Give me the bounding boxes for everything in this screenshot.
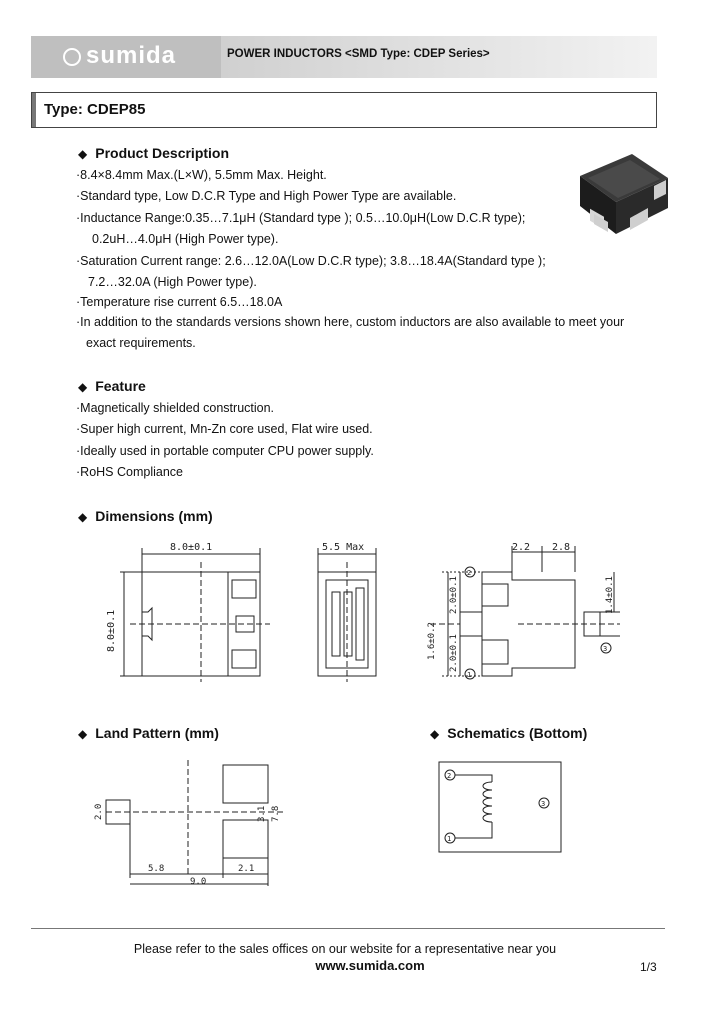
dim-2-8: 2.8: [552, 542, 571, 553]
diamond-bullet-icon: ◆: [78, 147, 88, 161]
dimensions-heading: ◆ Dimensions (mm): [78, 508, 213, 524]
sumida-logo-icon: [63, 48, 81, 66]
page-number: 1/3: [640, 960, 657, 974]
land-pattern-heading: ◆ Land Pattern (mm): [78, 725, 219, 741]
dim-1-4: 1.4±0.1: [605, 576, 615, 614]
schematic-drawing: [438, 760, 564, 854]
top-view: [106, 542, 270, 682]
header-title: POWER INDUCTORS <SMD Type: CDEP Series>: [227, 48, 490, 60]
top-side-label: 8.0±0.1: [106, 609, 117, 652]
bottom-view: [427, 542, 620, 679]
desc-line-2: ·Standard type, Low D.C.R Type and High Power Type are available.: [76, 189, 457, 203]
schematic-pin-2: 2: [447, 772, 452, 780]
page-header: [31, 36, 657, 78]
pin-2-label: 2: [467, 569, 472, 577]
feature-line-4: ·RoHS Compliance: [76, 465, 183, 479]
type-label: Type: CDEP85: [44, 101, 146, 118]
height-max-label: 5.5 Max: [322, 542, 365, 553]
top-width-label: 8.0±0.1: [170, 542, 213, 553]
land-pattern-drawing: [90, 760, 290, 890]
product-description-heading: ◆ Product Description: [78, 145, 230, 161]
footer-note: Please refer to the sales offices on our website for a representative near you: [133, 942, 557, 956]
desc-line-1: ·8.4×8.4mm Max.(L×W), 5.5mm Max. Height.: [76, 168, 327, 182]
feature-line-3: ·Ideally used in portable computer CPU power supply.: [76, 444, 374, 458]
type-box: [31, 92, 657, 128]
desc-line-8: ·In addition to the standards versions shown here, custom inductors are also available to meet your: [76, 315, 625, 329]
schematic-pin-1: 1: [447, 835, 452, 843]
dimensions-drawing: [100, 532, 640, 692]
schematics-heading: ◆ Schematics (Bottom): [430, 725, 588, 741]
land-dim-2-0: 2.0: [94, 803, 104, 820]
diamond-bullet-icon: ◆: [78, 380, 88, 394]
dim-1-6: 1.6±0.2: [427, 622, 437, 660]
dim-2-0-a: 2.0±0.1: [449, 576, 459, 614]
product-photo: [568, 148, 678, 240]
type-box-accent: [32, 93, 36, 127]
dim-2-0-b: 2.0±0.1: [449, 634, 459, 672]
land-dim-2-1: 2.1: [238, 864, 255, 874]
dim-2-2: 2.2: [512, 542, 531, 553]
schematic-pin-3: 3: [541, 800, 546, 808]
desc-line-5: ·Saturation Current range: 2.6…12.0A(Low D.C.R type); 3.8…18.4A(Standard type );: [76, 254, 546, 268]
desc-line-7: ·Temperature rise current 6.5…18.0A: [76, 295, 283, 309]
desc-line-6: 7.2…32.0A (High Power type).: [88, 275, 257, 289]
land-dim-3-1: 3.1: [257, 805, 267, 822]
feature-line-1: ·Magnetically shielded construction.: [76, 401, 275, 415]
feature-heading: ◆ Feature: [78, 378, 146, 394]
footer-url[interactable]: www.sumida.com: [315, 958, 425, 973]
pin-3-label: 3: [603, 645, 608, 653]
footer-rule: [31, 928, 665, 929]
sumida-logo: sumida: [86, 42, 177, 69]
desc-line-9: exact requirements.: [86, 336, 196, 350]
feature-line-2: ·Super high current, Mn-Zn core used, Flat wire used.: [76, 422, 373, 436]
land-dim-9-0: 9.0: [190, 877, 207, 887]
land-dim-5-8: 5.8: [148, 864, 165, 874]
desc-line-4: 0.2uH…4.0μH (High Power type).: [92, 232, 279, 246]
pin-1-label: 1: [467, 671, 472, 679]
land-dim-7-8: 7.8: [271, 805, 281, 822]
diamond-bullet-icon: ◆: [78, 510, 88, 524]
diamond-bullet-icon: ◆: [78, 727, 88, 741]
desc-line-3: ·Inductance Range:0.35…7.1μH (Standard type ); 0.5…10.0μH(Low D.C.R type);: [76, 211, 526, 225]
diamond-bullet-icon: ◆: [430, 727, 440, 741]
side-view: [318, 542, 376, 682]
coil-icon: [483, 782, 492, 822]
